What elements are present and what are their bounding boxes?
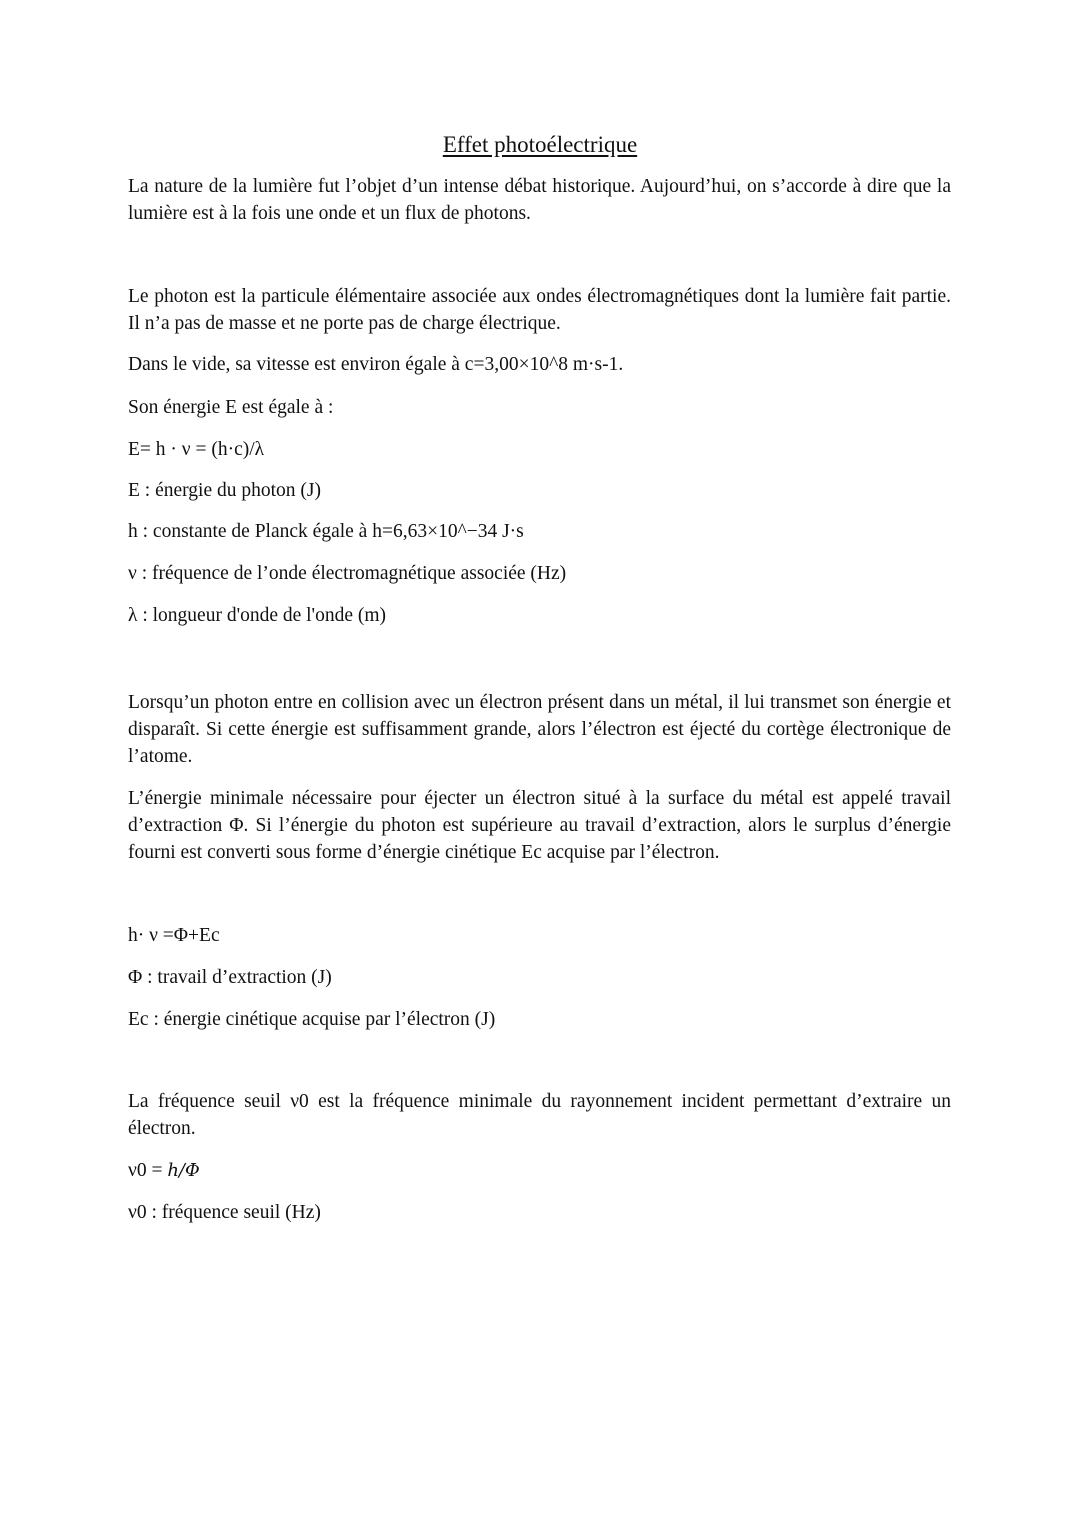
paragraph-photon: Le photon est la particule élémentaire associée aux ondes électromagnétiques dont la lumière fait partie. Il n’a pas de masse et ne porte pas de charge électrique. bbox=[128, 286, 951, 334]
definition-nu: ν : fréquence de l’onde électromagnétique associée (Hz) bbox=[128, 563, 567, 584]
formula-threshold-right: h/Φ bbox=[167, 1160, 200, 1181]
paragraph-intro: La nature de la lumière fut l’objet d’un intense débat historique. Aujourd’hui, on s’accorde à dire que la lumière est à la fois une onde et un flux de photons. bbox=[128, 176, 951, 224]
definition-E: E : énergie du photon (J) bbox=[128, 480, 321, 501]
definition-lambda: λ : longueur d'onde de l'onde (m) bbox=[128, 605, 387, 626]
page-title: Effet photoélectrique bbox=[442, 132, 638, 157]
formula-einstein: h· ν =Φ+Ec bbox=[128, 925, 220, 946]
definition-Ec: Ec : énergie cinétique acquise par l’électron (J) bbox=[128, 1009, 496, 1030]
paragraph-energy-intro: Son énergie E est égale à : bbox=[128, 397, 334, 418]
formula-threshold bbox=[128, 1157, 951, 1184]
paragraph-threshold: La fréquence seuil ν0 est la fréquence minimale du rayonnement incident permettant d’extraire un électron. bbox=[128, 1091, 951, 1139]
paragraph-work: L’énergie minimale nécessaire pour éjecter un électron situé à la surface du métal est appelé travail d’extraction Φ. Si l’énergie du photon est supérieure au travail d’extraction, alors le surplus d’énergie fourni est converti sous forme d’énergie cinétique Ec acquise par l’électron. bbox=[128, 788, 951, 863]
definition-nu0: ν0 : fréquence seuil (Hz) bbox=[128, 1202, 321, 1223]
definition-h: h : constante de Planck égale à h=6,63×10^−34 J·s bbox=[128, 521, 524, 542]
definition-phi: Φ : travail d’extraction (J) bbox=[128, 967, 332, 988]
formula-energy: E= h · ν = (h·c)/λ bbox=[128, 439, 265, 460]
paragraph-collision: Lorsqu’un photon entre en collision avec un électron présent dans un métal, il lui transmet son énergie et disparaît. Si cette énergie est suffisamment grande, alors l’électron est éjecté du cortège électronique de l’atome. bbox=[128, 692, 951, 767]
formula-threshold-left: ν0 = bbox=[128, 1160, 168, 1181]
paragraph-speed: Dans le vide, sa vitesse est environ égale à c=3,00×10^8 m·s-1. bbox=[128, 354, 624, 375]
